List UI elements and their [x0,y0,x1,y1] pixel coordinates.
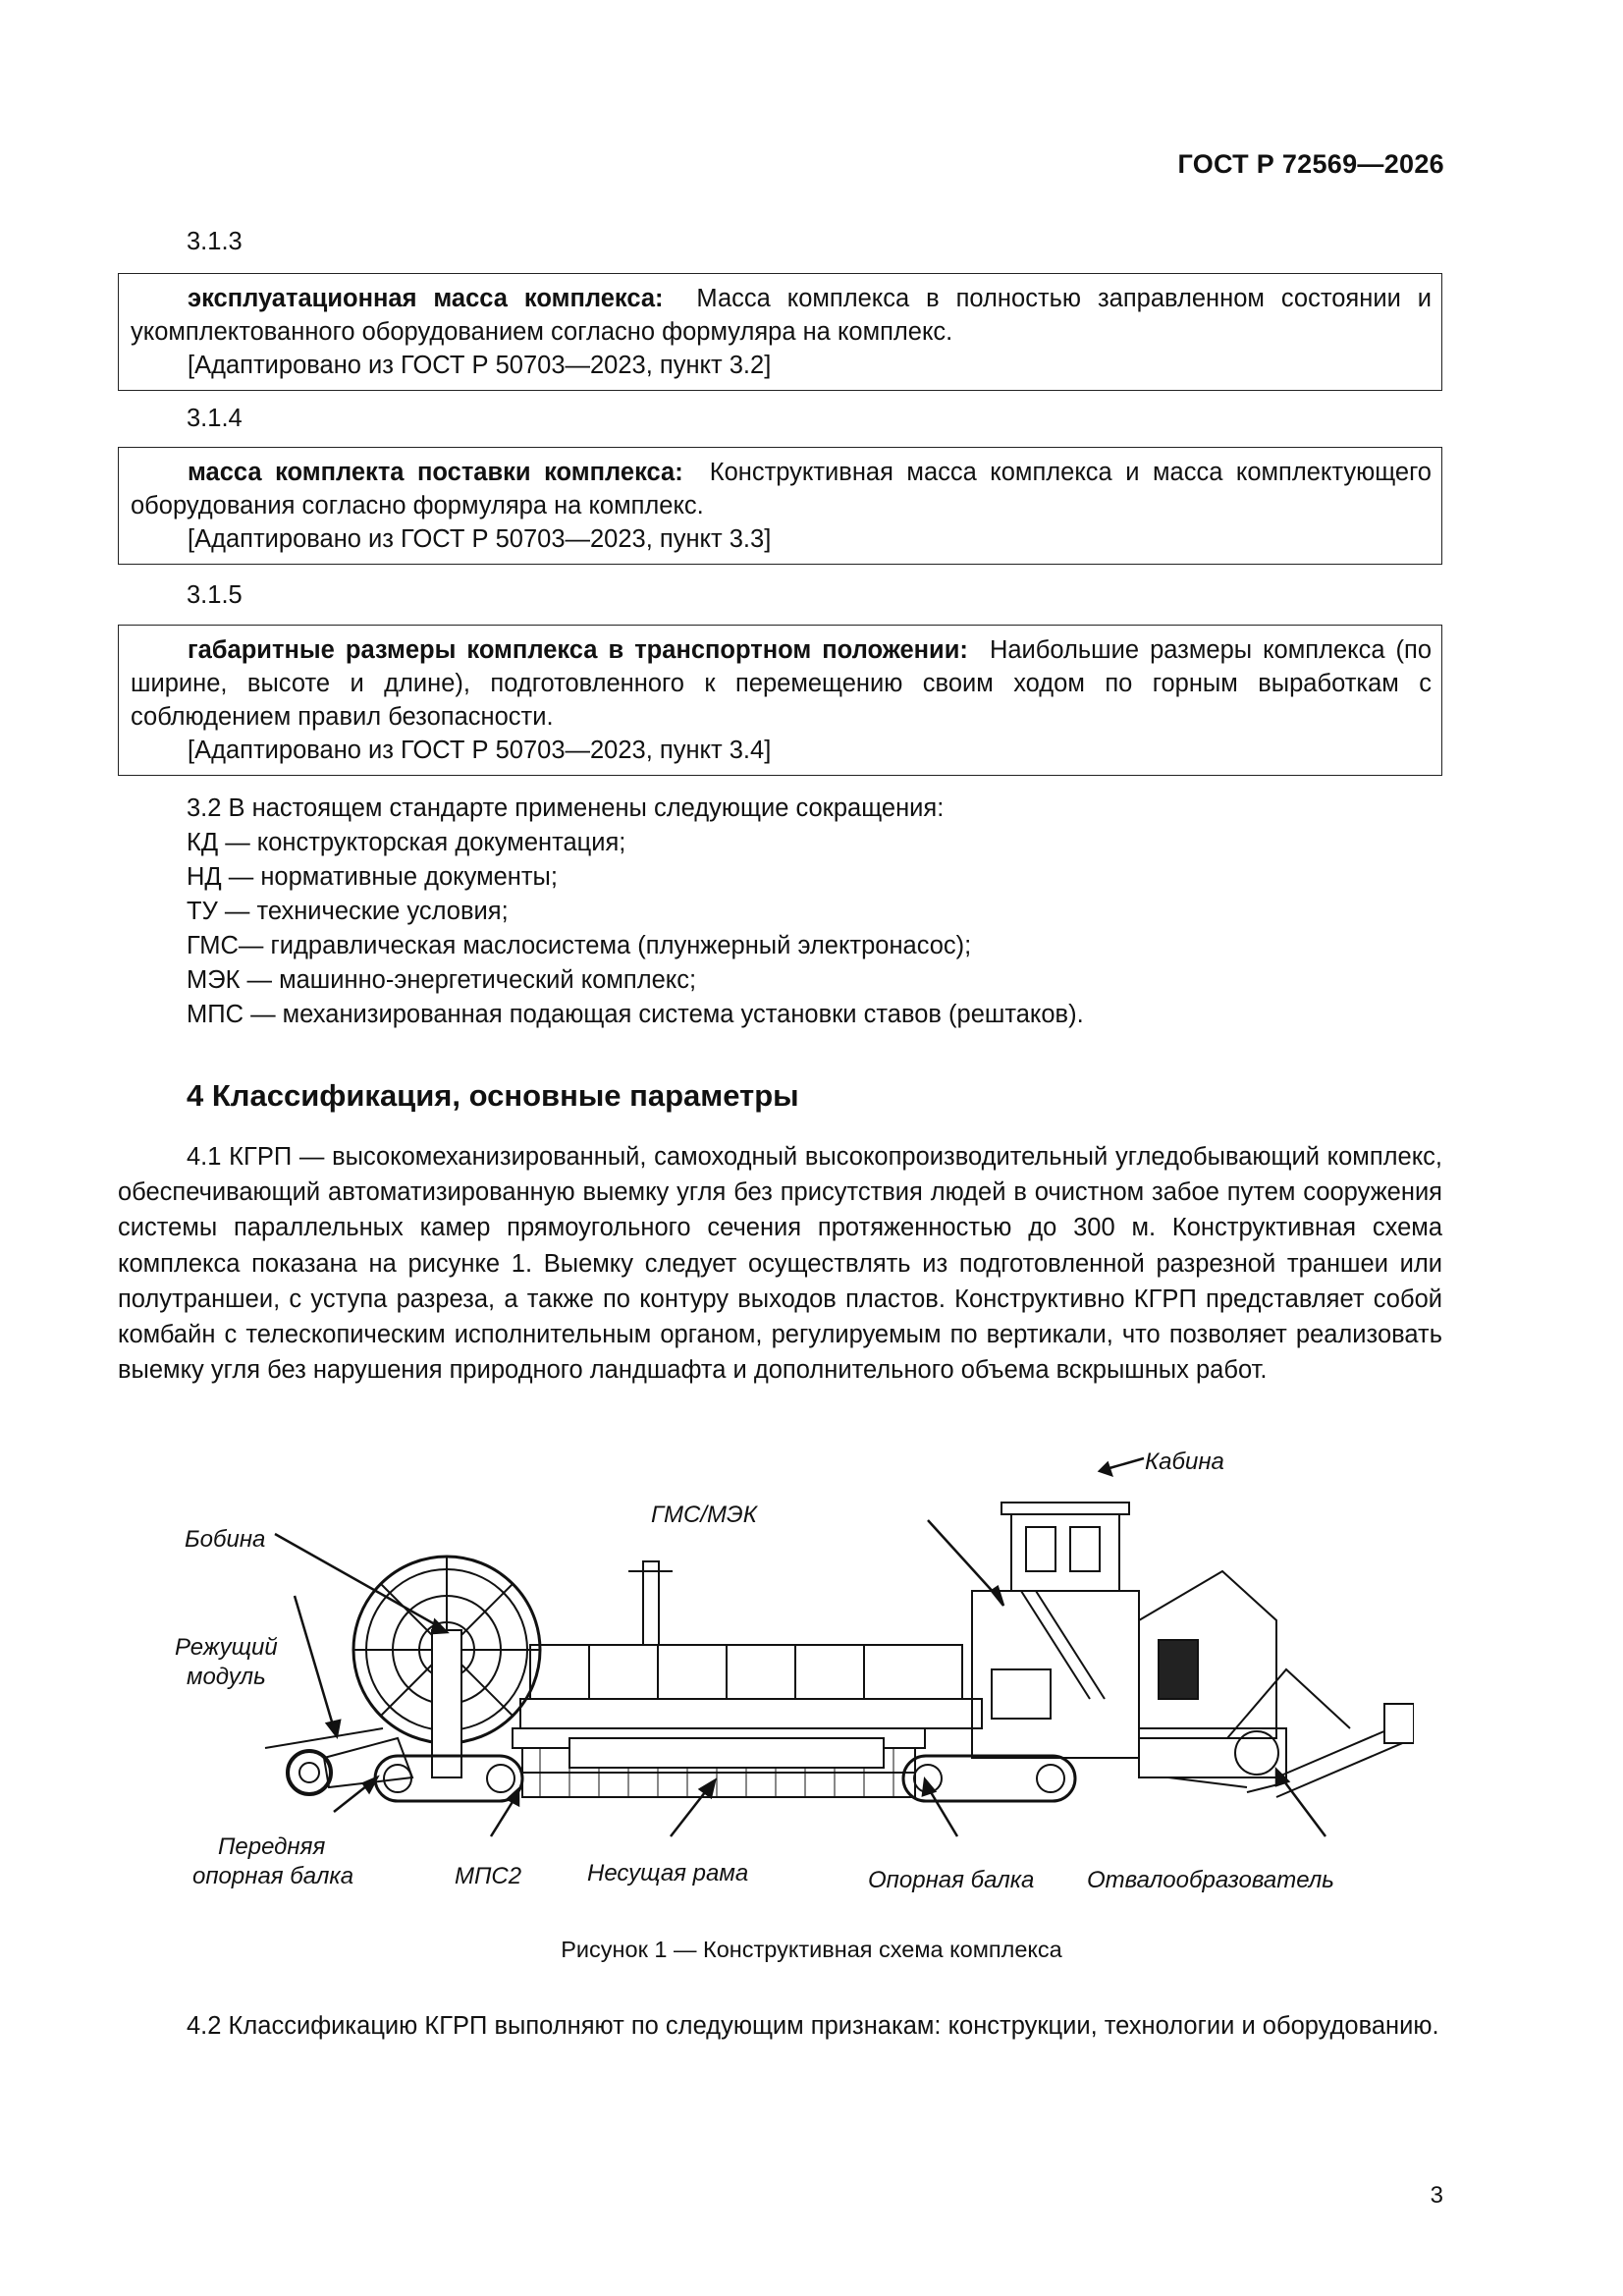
paragraph-text: 4.1 КГРП — высокомеханизированный, самоходный высокопроизводительный угледобывающий комплекс, обеспечивающий автоматизированную выемку угля без присутствия людей в очистном забое путем сооружения системы параллельных камер прямоугольного сечения протяженностью до 300 м. Конструктивная схема комплекса показана на рисунке 1. Выемку следует осуществлять из подготовленной разрезной траншеи или полутраншеи, с уступа разреза, а также по контуру выходов пластов. Конструктивно КГРП представляет собой комбайн с телескопическим исполнительным органом, регулируемым по вертикали, что позволяет реализовать выемку угля без нарушения природного ландшафта и дополнительного объема вскрышных работ. [118,1143,1442,1385]
definition-box [118,625,1442,776]
paragraph-4-2 [118,2008,1442,2044]
abbreviation-item: КД — конструкторская документация; [187,829,626,856]
figure-caption: Рисунок 1 — Конструктивная схема комплекса [561,1937,1062,1962]
abbreviation-item: НД — нормативные документы; [187,863,558,891]
section-heading: 4 Классификация, основные параметры [187,1078,799,1113]
label-opornaya-balka: Опорная балка [868,1867,1035,1893]
paragraph-text: 4.2 Классификацию КГРП выполняют по следующим признакам: конструкции, технологии и оборудованию. [187,2012,1439,2040]
term-source: [Адаптировано из ГОСТ Р 50703—2023, пункт 3.4] [188,737,772,764]
definition-box [118,273,1442,391]
label-rezh-1: Режущий [175,1634,278,1661]
term-source: [Адаптировано из ГОСТ Р 50703—2023, пункт 3.3] [188,525,772,553]
abbreviations-intro: 3.2 В настоящем стандарте применены следующие сокращения: [187,794,945,822]
term-name: габаритные размеры комплекса в транспортном положении: [188,636,968,664]
label-nesushchaya-rama: Несущая рама [587,1860,749,1886]
abbreviations-list [187,792,1084,1032]
abbreviation-item: МЭК — машинно-энергетический комплекс; [187,966,697,994]
term-name: эксплуатационная масса комплекса: [188,285,664,312]
abbreviation-item: ГМС— гидравлическая маслосистема (плунжерный электронасос); [187,932,972,959]
term-text: Масса комплекса в полностью заправленном состоянии и укомплектованного оборудованием согласно формуляра на комплекс. [131,285,1433,346]
term-number: 3.1.3 [187,228,243,255]
label-bobina: Бобина [185,1526,266,1553]
paragraph-4-1 [118,1139,1442,1388]
abbreviation-item: ТУ — технические условия; [187,898,509,925]
label-kabina: Кабина [1145,1449,1224,1475]
label-rezh-2: модуль [187,1664,266,1690]
term-text: Наибольшие размеры комплекса (по ширине, высоте и длине), подготовленного к перемещению своим ходом по горным выработкам с соблюдением правил безопасности. [131,636,1433,731]
label-gms-mek: ГМС/МЭК [651,1502,757,1528]
term-number: 3.1.4 [187,405,243,432]
label-otvaloobrazovatel: Отвалообразователь [1087,1867,1334,1893]
standard-header: ГОСТ Р 72569—2026 [1177,149,1444,179]
term-source: [Адаптировано из ГОСТ Р 50703—2023, пункт 3.2] [188,352,772,379]
term-text: Конструктивная масса комплекса и масса комплектующего оборудования согласно формуляра на комплекс. [131,459,1432,519]
abbreviation-item: МПС — механизированная подающая система установки ставов (рештаков). [187,1001,1084,1028]
machine-diagram [147,1444,1414,1895]
label-mps2: МПС2 [455,1863,522,1889]
page-number: 3 [1430,2182,1443,2209]
term-number: 3.1.5 [187,581,243,609]
term-name: масса комплекта поставки комплекса: [188,459,683,486]
label-pered-2: опорная балка [192,1863,354,1889]
label-pered-1: Передняя [218,1833,326,1860]
definition-box [118,447,1442,565]
